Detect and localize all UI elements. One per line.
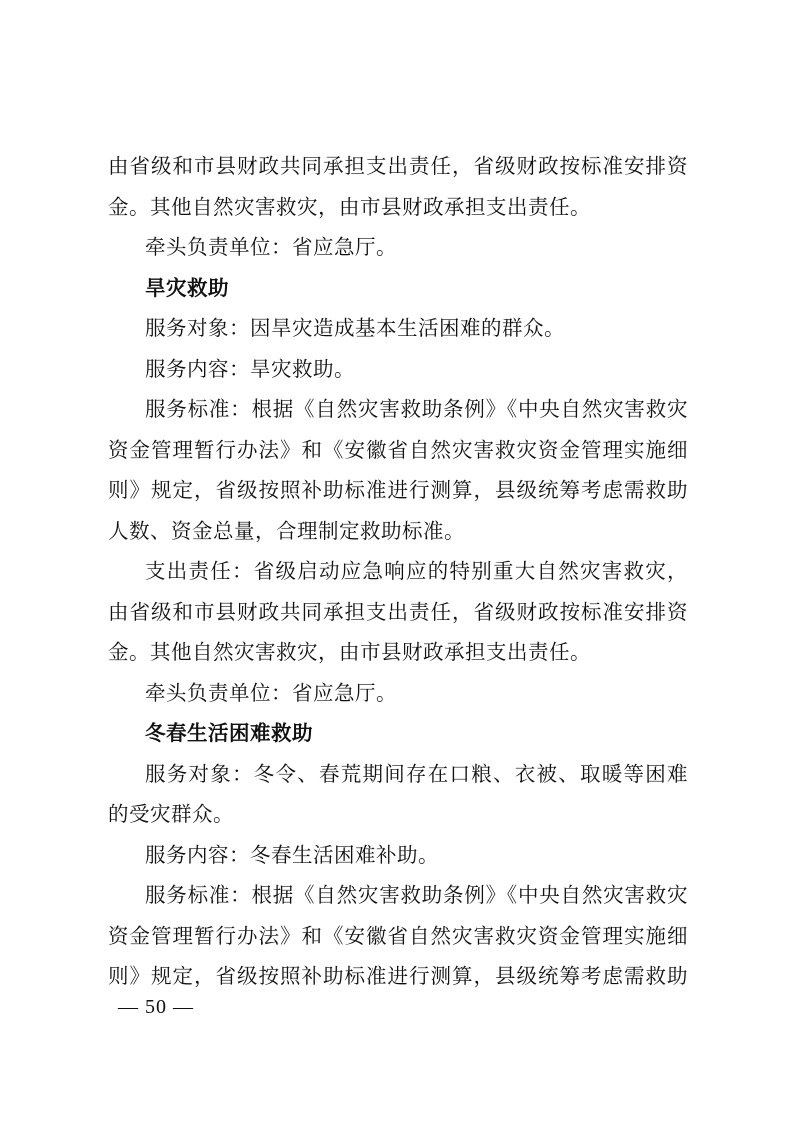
body-line: 服务内容：冬春生活困难补助。 — [145, 842, 439, 867]
body-line: 资金管理暂行办法》和《安徽省自然灾害救灾资金管理实施细 — [108, 923, 688, 948]
body-line: 人数、资金总量，合理制定救助标准。 — [108, 518, 465, 543]
body-line: 服务标准：根据《自然灾害救助条例》《中央自然灾害救灾 — [145, 397, 688, 421]
document-body — [108, 146, 688, 997]
body-line: 支出责任：省级启动应急响应的特别重大自然灾害救灾， — [145, 559, 688, 583]
body-line: 由省级和市县财政共同承担支出责任，省级财政按标准安排资 — [108, 154, 688, 178]
page-number: — 50 — — [118, 996, 194, 1018]
section-heading: 旱灾救助 — [145, 275, 229, 300]
body-line: 的受灾群众。 — [108, 802, 234, 826]
body-line: 金。其他自然灾害救灾，由市县财政承担支出责任。 — [108, 194, 591, 219]
body-line: 金。其他自然灾害救灾，由市县财政承担支出责任。 — [108, 640, 591, 664]
body-line: 则》规定，省级按照补助标准进行测算，县级统筹考虑需救助 — [108, 478, 688, 502]
section-heading: 冬春生活困难救助 — [145, 721, 313, 745]
body-line: 服务标准：根据《自然灾害救助条例》《中央自然灾害救灾 — [145, 883, 688, 907]
body-line: 资金管理暂行办法》和《安徽省自然灾害救灾资金管理实施细 — [108, 437, 688, 462]
body-line: 则》规定，省级按照补助标准进行测算，县级统筹考虑需救助 — [108, 964, 688, 988]
body-line: 服务内容：旱灾救助。 — [145, 356, 355, 381]
body-line: 牵头负责单位：省应急厅。 — [145, 235, 397, 259]
body-line: 服务对象：因旱灾造成基本生活困难的群众。 — [145, 316, 565, 340]
body-line: 牵头负责单位：省应急厅。 — [145, 680, 397, 705]
body-line: 服务对象：冬令、春荒期间存在口粮、衣被、取暖等困难 — [145, 761, 688, 786]
body-line: 由省级和市县财政共同承担支出责任，省级财政按标准安排资 — [108, 599, 688, 624]
